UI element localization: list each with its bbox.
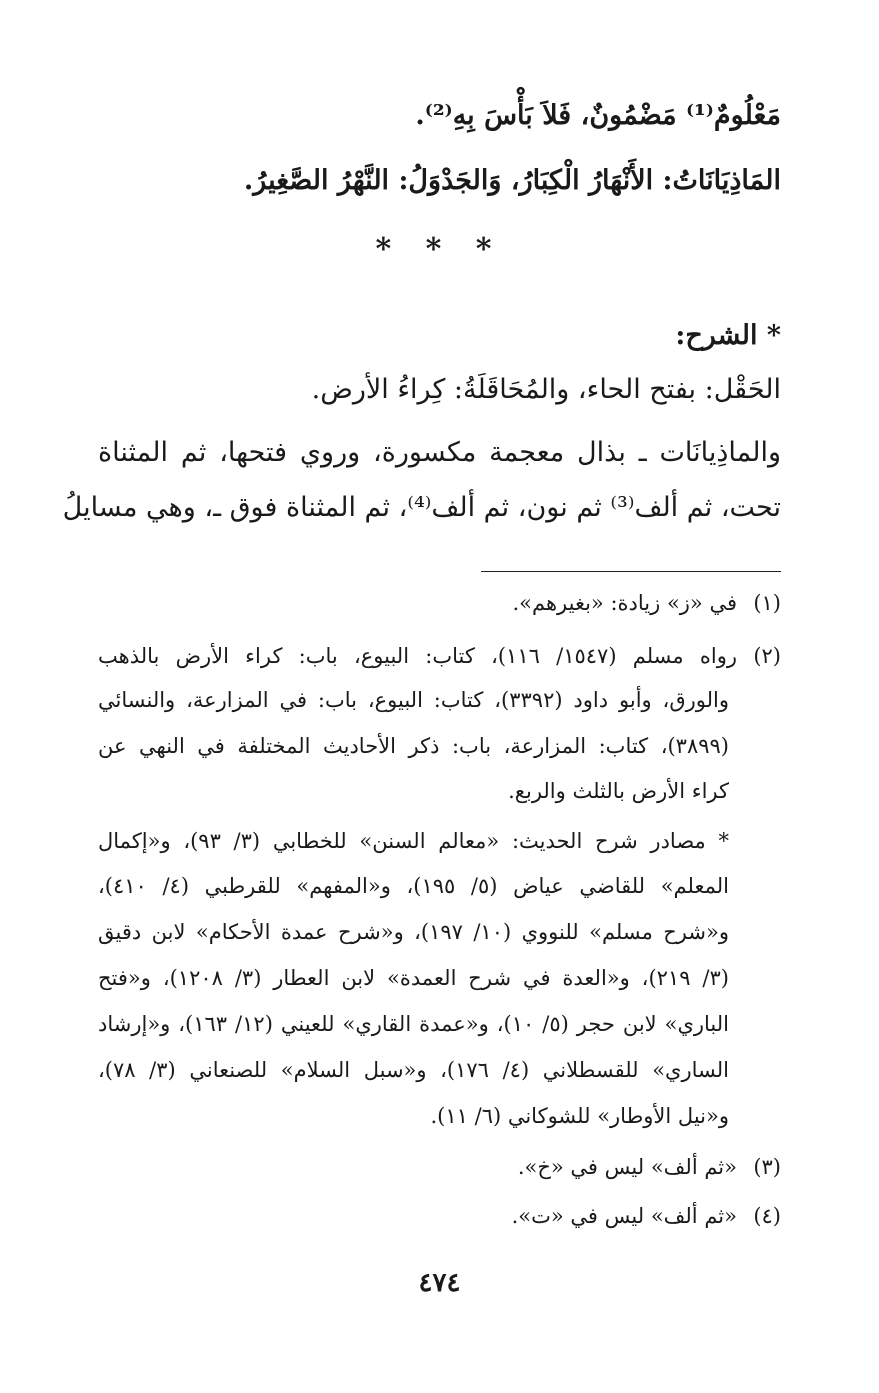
section-separator: * * * xyxy=(375,232,504,267)
sources-line-1: * مصادر شرح الحديث: «معالم السنن» للخطابي (٣/ ٩٣)، و«إكمال xyxy=(98,829,729,853)
footnote-2-line-2: والورق، وأبو داود (٣٣٩٢)، كتاب: البيوع، باب: في المزارعة، والنسائي xyxy=(98,688,729,712)
hadith-line-2: المَاذِيَانَاتُ: الأَنْهَارُ الْكِبَارُ، وَالجَدْوَلُ: النَّهْرُ الصَّغِيرُ. xyxy=(243,165,781,196)
footnote-number: (٢) xyxy=(753,644,781,668)
footnote-text: في «ز» زيادة: «بغيرهم». xyxy=(512,591,737,615)
sources-line-5: الباري» لابن حجر (٥/ ١٠)، و«عمدة القاري» للعيني (١٢/ ١٦٣)، و«إرشاد xyxy=(98,1012,729,1036)
footnote-text: «ثم ألف» ليس في «خ». xyxy=(517,1155,737,1179)
footnote-1 xyxy=(98,591,781,616)
sources-line-2: المعلم» للقاضي عياض (٥/ ١٩٥)، و«المفهم» للقرطبي (٤/ ٤١٠)، xyxy=(98,874,729,898)
page-number: ٤٧٤ xyxy=(418,1268,461,1298)
footnote-divider xyxy=(481,571,781,572)
hadith-line-1: مَعْلُومٌ⁽¹⁾ مَضْمُونٌ، فَلاَ بَأْسَ بِهِ⁽²⁾. xyxy=(415,100,781,131)
footnote-number: (٤) xyxy=(753,1204,781,1228)
footnote-2-line-3: (٣٨٩٩)، كتاب: المزارعة، باب: ذكر الأحاديث المختلفة في النهي عن xyxy=(98,734,729,758)
commentary-line-1: الحَقْل: بفتح الحاء، والمُحَاقَلَةُ: كِراءُ الأرض. xyxy=(311,374,781,405)
commentary-line-2: والماذِيانَات ـ بذال معجمة مكسورة، وروي فتحها، ثم المثناة xyxy=(98,437,781,468)
footnote-text: رواه مسلم (١٥٤٧/ ١١٦)، كتاب: البيوع، باب: كراء الأرض بالذهب xyxy=(98,644,737,668)
footnote-3 xyxy=(98,1155,781,1180)
sources-line-4: (٣/ ٢١٩)، و«العدة في شرح العمدة» لابن العطار (٣/ ١٢٠٨)، و«فتح xyxy=(98,966,729,990)
commentary-line-3: تحت، ثم ألف⁽³⁾ ثم نون، ثم ألف⁽⁴⁾، ثم المثناة فوق ـ، وهي مسايلُ xyxy=(62,492,781,523)
footnote-4 xyxy=(98,1204,781,1229)
sharh-heading: * الشرح: xyxy=(675,320,781,351)
footnote-2-line-4: كراء الأرض بالثلث والربع. xyxy=(508,779,729,803)
footnote-number: (١) xyxy=(753,591,781,615)
sources-line-6: الساري» للقسطلاني (٤/ ١٧٦)، و«سبل السلام» للصنعاني (٣/ ٧٨)، xyxy=(98,1058,729,1082)
sources-line-3: و«شرح مسلم» للنووي (١٠/ ١٩٧)، و«شرح عمدة الأحكام» لابن دقيق xyxy=(98,920,729,944)
sources-line-7: و«نيل الأوطار» للشوكاني (٦/ ١١). xyxy=(430,1104,729,1128)
footnote-2-line-1 xyxy=(98,644,781,669)
footnote-text: «ثم ألف» ليس في «ت». xyxy=(511,1204,737,1228)
footnote-number: (٣) xyxy=(753,1155,781,1179)
